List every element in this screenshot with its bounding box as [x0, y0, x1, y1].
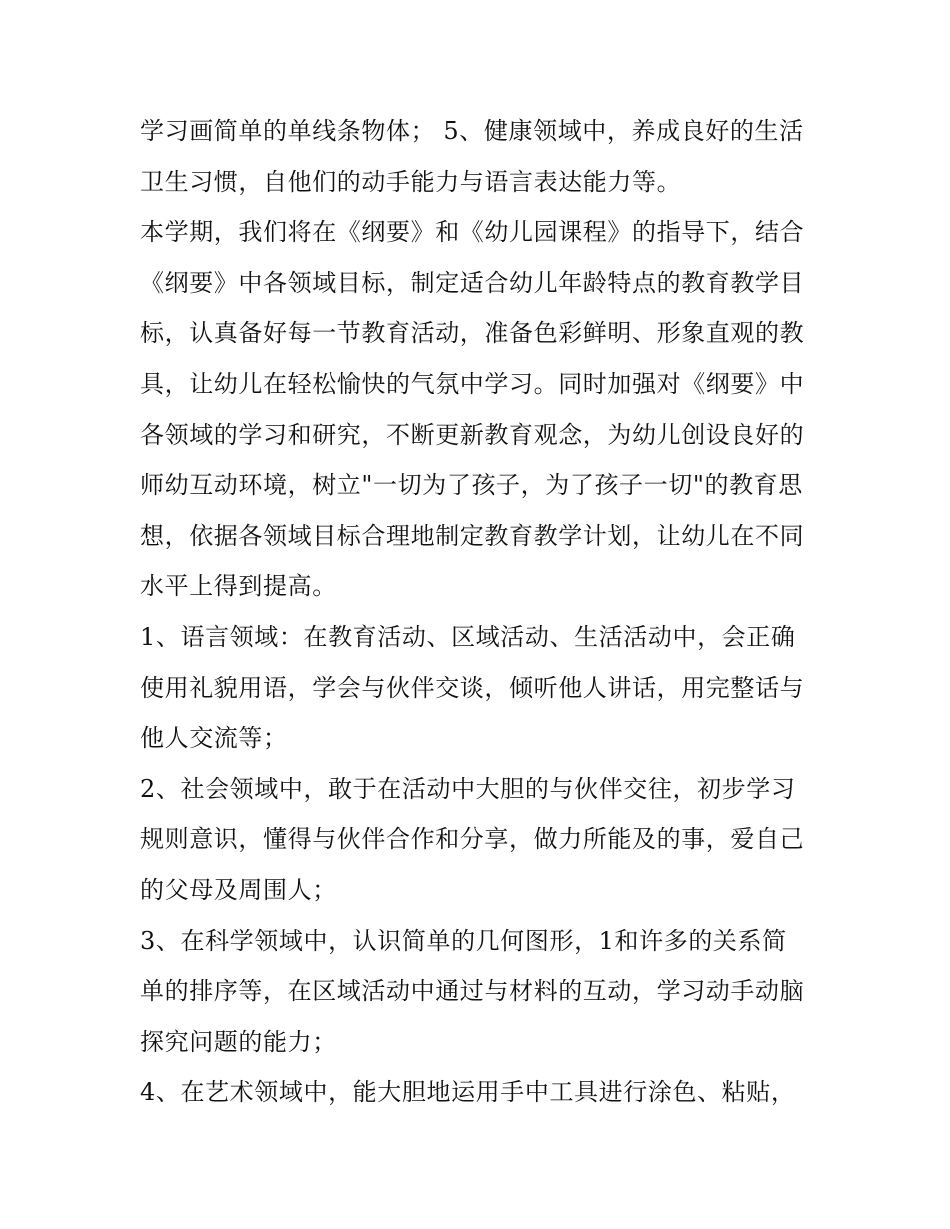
text-line: 师幼互动环境，树立"一切为了孩子，为了孩子一切"的教育思	[140, 471, 803, 500]
document-body	[140, 106, 812, 1118]
text-line: 他人交流等；	[140, 724, 288, 753]
text-line: 标，认真备好每一节教育活动，准备色彩鲜明、形象直观的教	[140, 319, 805, 348]
text-line: 本学期，我们将在《纲要》和《幼儿园课程》的指导下，结合	[140, 218, 805, 247]
text-line: 学习画简单的单线条物体； 5、健康领域中，养成良好的生活	[140, 117, 804, 145]
text-line: 的父母及周围人；	[140, 875, 337, 904]
text-line: 单的排序等，在区域活动中通过与材料的互动，学习动手动脑	[140, 977, 805, 1006]
text-line: 水平上得到提高。	[140, 572, 337, 601]
text-line: 具，让幼儿在轻松愉快的气氛中学习。同时加强对《纲要》中	[140, 369, 805, 398]
text-line: 《纲要》中各领域目标，制定适合幼儿年龄特点的教育教学目	[140, 268, 805, 297]
text-line: 2、社会领域中，敢于在活动中大胆的与伙伴交往，初步学习	[140, 774, 796, 803]
text-line: 1、语言领域：在教育活动、区域活动、生活活动中，会正确	[140, 622, 796, 651]
text-line: 使用礼貌用语，学会与伙伴交谈，倾听他人讲话，用完整话与	[140, 673, 805, 702]
text-line: 4、在艺术领域中，能大胆地运用手中工具进行涂色、粘贴，	[140, 1078, 796, 1107]
text-line: 3、在科学领域中，认识简单的几何图形，1和许多的关系简	[140, 926, 787, 955]
text-line: 卫生习惯，自他们的动手能力与语言表达能力等。	[140, 167, 682, 196]
text-line: 探究问题的能力；	[140, 1027, 337, 1056]
text-line: 各领域的学习和研究，不断更新教育观念，为幼儿创设良好的	[140, 420, 805, 449]
text-line: 规则意识，懂得与伙伴合作和分享，做力所能及的事，爱自己	[140, 825, 805, 854]
text-line: 想，依据各领域目标合理地制定教育教学计划，让幼儿在不同	[140, 521, 805, 550]
